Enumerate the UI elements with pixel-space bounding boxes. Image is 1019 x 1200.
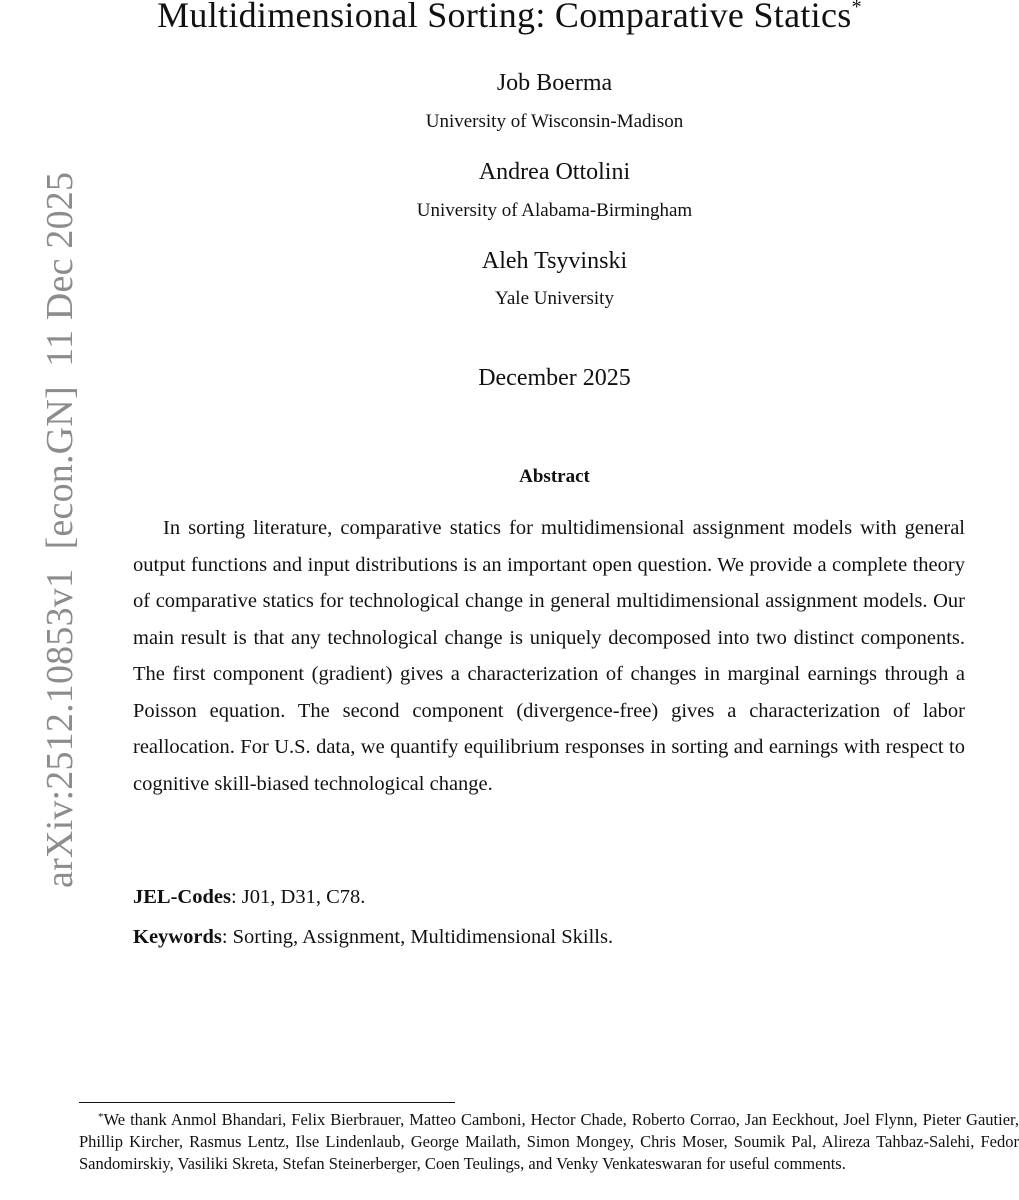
author-affiliation: University of Wisconsin-Madison [425, 111, 684, 132]
abstract-text: In sorting literature, comparative statics for multidimensional assignment models with general output functions and input distributions is an important open question. We provide a complete theory of comparative statics for technological change in general multidimensional assignment models. Our main result is that any technological change is uniquely decomposed into two distinct components. The first component (gradient) gives a characterization of changes in marginal earnings through a Poisson equation. The second component (divergence-free) gives a characterization of labor reallocation. For U.S. data, we quantify equilibrium responses in sorting and earnings with respect to cognitive skill-biased technological change. [133, 517, 965, 795]
author-name: Aleh Tsyvinski [481, 248, 628, 274]
jel-codes [133, 886, 965, 909]
footnote [79, 1106, 1019, 1175]
jel-codes-label: JEL-Codes [133, 886, 231, 908]
author-affiliation: Yale University [495, 288, 614, 309]
footnote-text: We thank Anmol Bhandari, Felix Bierbrauer, Matteo Camboni, Hector Chade, Roberto Corrao, Jan Eeckhout, Joel Flynn, Pieter Gautier, Phillip Kircher, Rasmus Lentz, Ilse Lindenlaub, George Mailath, Simon Mongey, Chris Moser, Soumik Pal, Alireza Tahbaz-Salehi, Fedor Sandomirskiy, Vasiliki Skreta, Stefan Steinerberger, Coen Teulings, and Venky Venkateswaran for useful comments. [79, 1110, 1019, 1173]
keywords [133, 926, 965, 949]
keywords-value: : Sorting, Assignment, Multidimensional Skills. [221, 926, 614, 948]
title-text: Multidimensional Sorting: Comparative Statics [157, 0, 852, 35]
title-footnote-mark: * [851, 0, 862, 18]
jel-codes-value: : J01, D31, C78. [230, 886, 366, 908]
paper-title [0, 0, 1019, 36]
arxiv-identifier: arXiv:2512.10853v1 [econ.GN] 11 Dec 2025 [39, 171, 81, 888]
author-affiliation: University of Alabama-Birmingham [416, 200, 693, 221]
footnote-mark: * [98, 1111, 104, 1123]
footnote-divider [79, 1102, 455, 1103]
keywords-label: Keywords [133, 926, 222, 948]
author-name: Andrea Ottolini [478, 159, 631, 185]
arxiv-side-stamp [0, 171, 81, 888]
abstract-heading: Abstract [519, 466, 590, 487]
paper-date: December 2025 [478, 365, 631, 391]
author-name: Job Boerma [496, 70, 613, 96]
